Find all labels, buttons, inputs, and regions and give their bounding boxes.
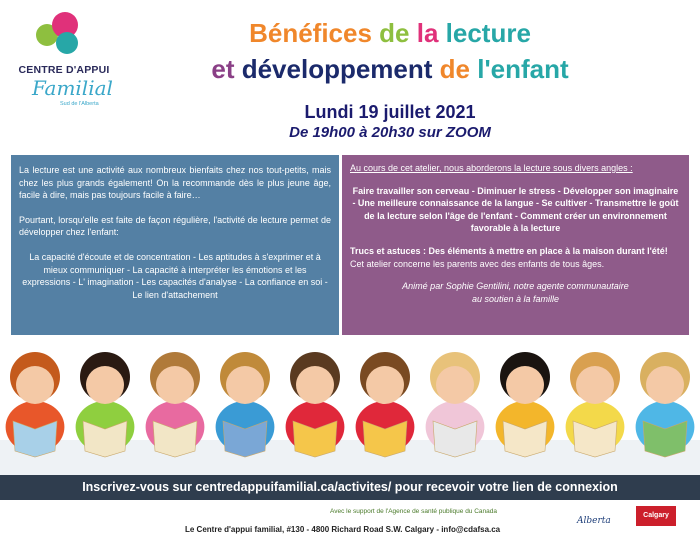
- workshop-topics: Faire travailler son cerveau - Diminuer le stress - Développer son imaginaire - Une meilleure connaissance de la langue - Se cultiver - Transmettre le goût de la lecture selon l'âge de l'enfant - Comment créer un environnement favorable à la lecture: [352, 185, 679, 234]
- host-line: Animé par Sophie Gentilini, notre agente communautaire: [402, 281, 629, 292]
- title-word: de: [379, 18, 417, 48]
- logo-brand-text: CENTRE D'APPUI: [18, 64, 110, 76]
- child-face: [506, 366, 544, 404]
- title-line-1: [150, 18, 630, 49]
- intro-paragraph: Pourtant, lorsqu'elle est faite de façon régulière, l'activité de lecture permet de développer chez l'enfant:: [19, 214, 331, 238]
- benefits-list: La capacité d'écoute et de concentration - Les aptitudes à s'exprimer et à mieux communiquer - La capacité à interpréter les émotions et les expressions - L' imagination - Les capacités d'analyse - La confiance en soi - Le lien d'attachement: [22, 251, 328, 300]
- child-figure: [496, 352, 555, 457]
- audience-text: Cet atelier concerne les parents avec des enfants de tous âges.: [350, 258, 605, 269]
- host-line: au soutien à la famille: [471, 293, 560, 304]
- child-figure: [146, 352, 205, 457]
- title-word: l'enfant: [477, 54, 569, 84]
- tips-text: Trucs et astuces : Des éléments à mettre en place à la maison durant l'été!: [350, 245, 668, 256]
- child-face: [366, 366, 404, 404]
- child-face: [156, 366, 194, 404]
- child-figure: [76, 352, 135, 457]
- address-text: Le Centre d'appui familial, #130 - 4800 Richard Road S.W. Calgary - info@cdafsa.ca: [185, 525, 501, 534]
- child-figure: [356, 352, 415, 457]
- child-figure: [566, 352, 625, 457]
- child-face: [16, 366, 54, 404]
- title-line-2: [150, 54, 630, 85]
- child-figure: [6, 352, 65, 457]
- child-face: [646, 366, 684, 404]
- logo-script-text: Familial: [32, 76, 113, 100]
- children-reading-image: [0, 335, 700, 475]
- title-word: la: [416, 18, 446, 48]
- title-word: de: [439, 54, 478, 84]
- child-face: [86, 366, 124, 404]
- child-face: [436, 366, 474, 404]
- logo: [14, 10, 124, 112]
- title-word: et: [211, 54, 242, 84]
- workshop-heading: Au cours de cet atelier, nous aborderons la lecture sous divers angles :: [350, 163, 633, 173]
- child-figure: [216, 352, 275, 457]
- event-time: De 19h00 à 20h30 sur ZOOM: [289, 124, 491, 141]
- child-face: [226, 366, 264, 404]
- child-figure: [426, 352, 485, 457]
- logo-circle-teal: [56, 32, 78, 54]
- title-word: Bénéfices: [249, 18, 380, 48]
- child-face: [296, 366, 334, 404]
- logo-small-text: Sud de l'Alberta: [60, 101, 99, 107]
- registration-banner: Inscrivez-vous sur centredappuifamilial.ca/activites/ pour recevoir votre lien de connexion: [0, 475, 700, 500]
- title-word: lecture: [445, 18, 531, 48]
- workshop-box: [342, 155, 689, 335]
- child-face: [576, 366, 614, 404]
- child-figure: [636, 352, 695, 457]
- calgary-logo: Calgary: [636, 506, 676, 526]
- event-date: Lundi 19 juillet 2021: [304, 102, 476, 122]
- support-text: Avec le support de l'Agence de santé publique du Canada: [330, 508, 497, 515]
- child-figure: [286, 352, 345, 457]
- alberta-logo: Alberta: [577, 516, 611, 526]
- title-word: développement: [241, 54, 440, 84]
- intro-box: [11, 155, 339, 335]
- intro-paragraph: La lecture est une activité aux nombreux bienfaits chez nos tout-petits, mais chez les plus grands également! On la recommande dès le plus jeune âge, facile à dire, mais pas toujours facile à faire…: [19, 165, 331, 201]
